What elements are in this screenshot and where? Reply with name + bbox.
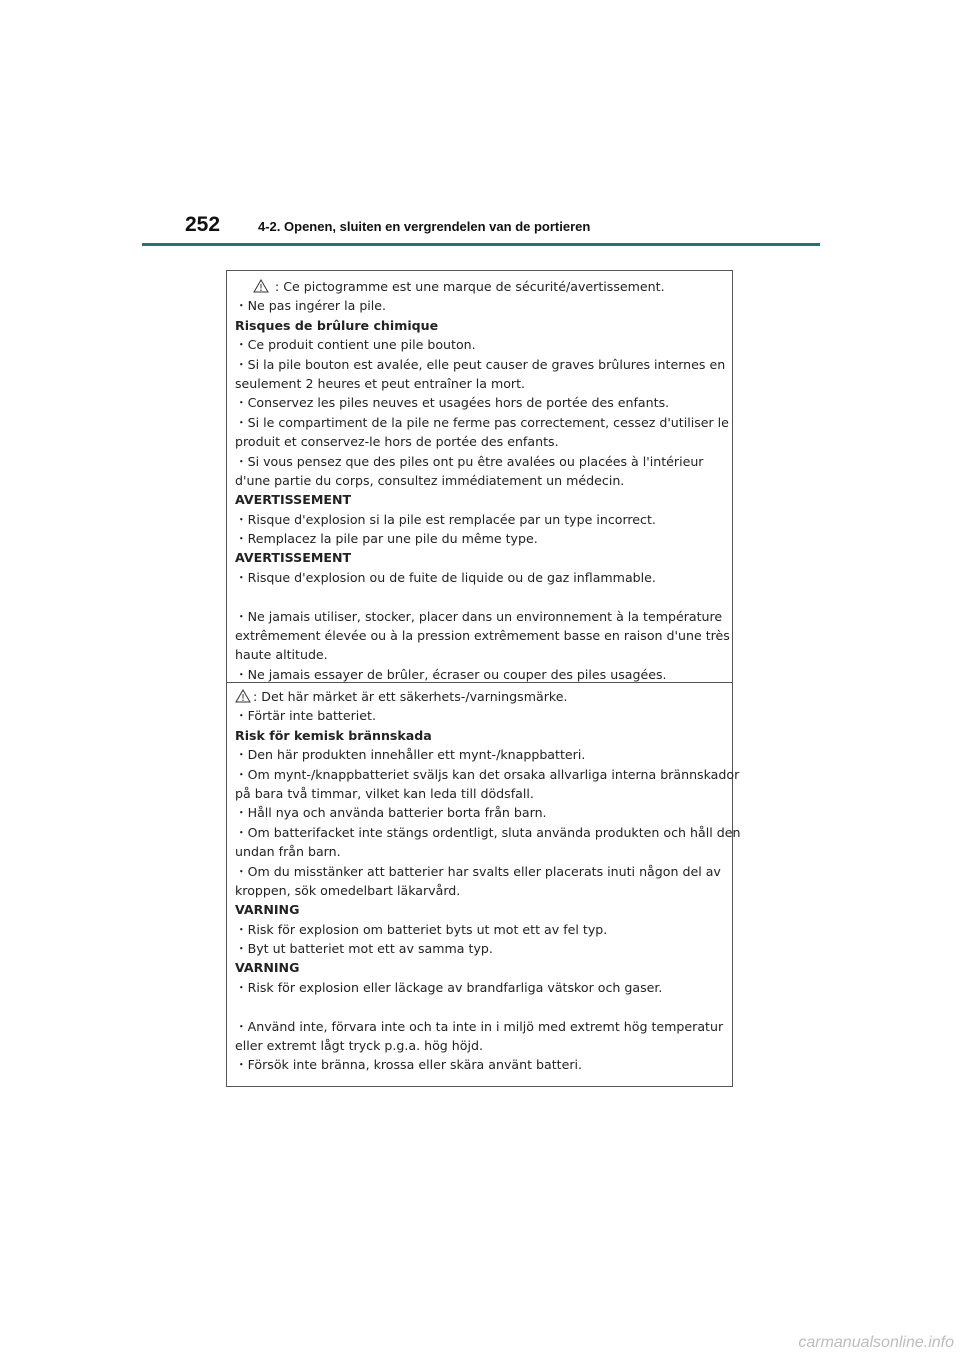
text-line: eller extremt lågt tryck p.g.a. hög höjd. [235,1038,483,1054]
text-line: ・Den här produkten innehåller ett mynt-/knappbatteri. [235,747,586,763]
section-title: 4-2. Openen, sluiten en vergrendelen van de portieren [258,219,591,234]
text-line: ・Byt ut batteriet mot ett av samma typ. [235,941,493,957]
text-line: ・Remplacez la pile par une pile du même type. [235,531,538,547]
text-line: seulement 2 heures et peut entraîner la mort. [235,375,526,391]
text-line: ・Risk för explosion eller läckage av brandfarliga vätskor och gaser. [235,979,663,995]
heading-line: Risk för kemisk brännskada [235,727,432,743]
text-line: ・Om mynt-/knappbatteriet sväljs kan det orsaka allvarliga interna brännskador [235,766,740,782]
text-line: produit et conservez-le hors de portée des enfants. [235,434,559,450]
text-line: ・Om batterifacket inte stängs ordentligt, sluta använda produkten och håll den [235,824,741,840]
battery-warning-notice [226,270,741,1087]
heading-line: AVERTISSEMENT [235,492,352,508]
text-line: extrêmement élevée ou à la pression extrêmement basse en raison d'une très [235,628,730,644]
text-line: ・Ne jamais essayer de brûler, écraser ou couper des piles usagées. [235,666,667,682]
text-line: ・Ne jamais utiliser, stocker, placer dans un environnement à la température [235,608,723,624]
heading-line: VARNING [235,960,300,976]
text-line: ・Ce produit contient une pile bouton. [235,337,476,353]
heading-line: Risques de brûlure chimique [235,317,439,333]
french-icon-caption: : Ce pictogramme est une marque de sécurité/avertissement. [271,279,665,294]
box-divider [227,682,732,683]
text-line: ・Förtär inte batteriet. [235,708,376,724]
heading-line: AVERTISSEMENT [235,550,352,566]
text-line: ・Håll nya och använda batterier borta från barn. [235,805,547,821]
text-line: ・Conservez les piles neuves et usagées hors de portée des enfants. [235,395,670,411]
french-icon-caption-line [235,277,720,296]
text-line: ・Om du misstänker att batterier har svalts eller placerats inuti någon del av [235,863,721,879]
text-line: ・Risque d'explosion ou de fuite de liquide ou de gaz inflammable. [235,569,656,585]
blank-line [235,587,720,606]
text-line: ・Risque d'explosion si la pile est remplacée par un type incorrect. [235,511,656,527]
heading-line: VARNING [235,902,300,918]
text-line: ・Försök inte bränna, krossa eller skära använt batteri. [235,1057,583,1073]
text-line: ・Si vous pensez que des piles ont pu être avalées ou placées à l'intérieur [235,453,704,469]
text-line: haute altitude. [235,647,328,663]
page-number: 252 [185,213,221,236]
text-line: d'une partie du corps, consultez immédiatement un médecin. [235,472,625,488]
text-line: kroppen, sök omedelbart läkarvård. [235,882,461,898]
header-rule [142,243,820,246]
text-line: ・Använd inte, förvara inte och ta inte in i miljö med extremt hög temperatur [235,1018,724,1034]
text-line: ・Si le compartiment de la pile ne ferme pas correctement, cessez d'utiliser le [235,414,729,430]
text-line: ・Si la pile bouton est avalée, elle peut causer de graves brûlures internes en [235,356,726,372]
text-line: undan från barn. [235,844,341,860]
text-line: på bara två timmar, vilket kan leda till dödsfall. [235,785,534,801]
french-warning-block [235,277,730,684]
blank-line [235,997,720,1016]
text-line: ・Ne pas ingérer la pile. [235,298,387,314]
swedish-icon-caption-line [235,687,720,706]
swedish-warning-block [235,687,741,1075]
watermark: carmanualsonline.info [798,1334,954,1351]
text-line: ・Risk för explosion om batteriet byts ut mot ett av fel typ. [235,921,608,937]
swedish-icon-caption: : Det här märket är ett säkerhets-/varningsmärke. [253,689,568,704]
